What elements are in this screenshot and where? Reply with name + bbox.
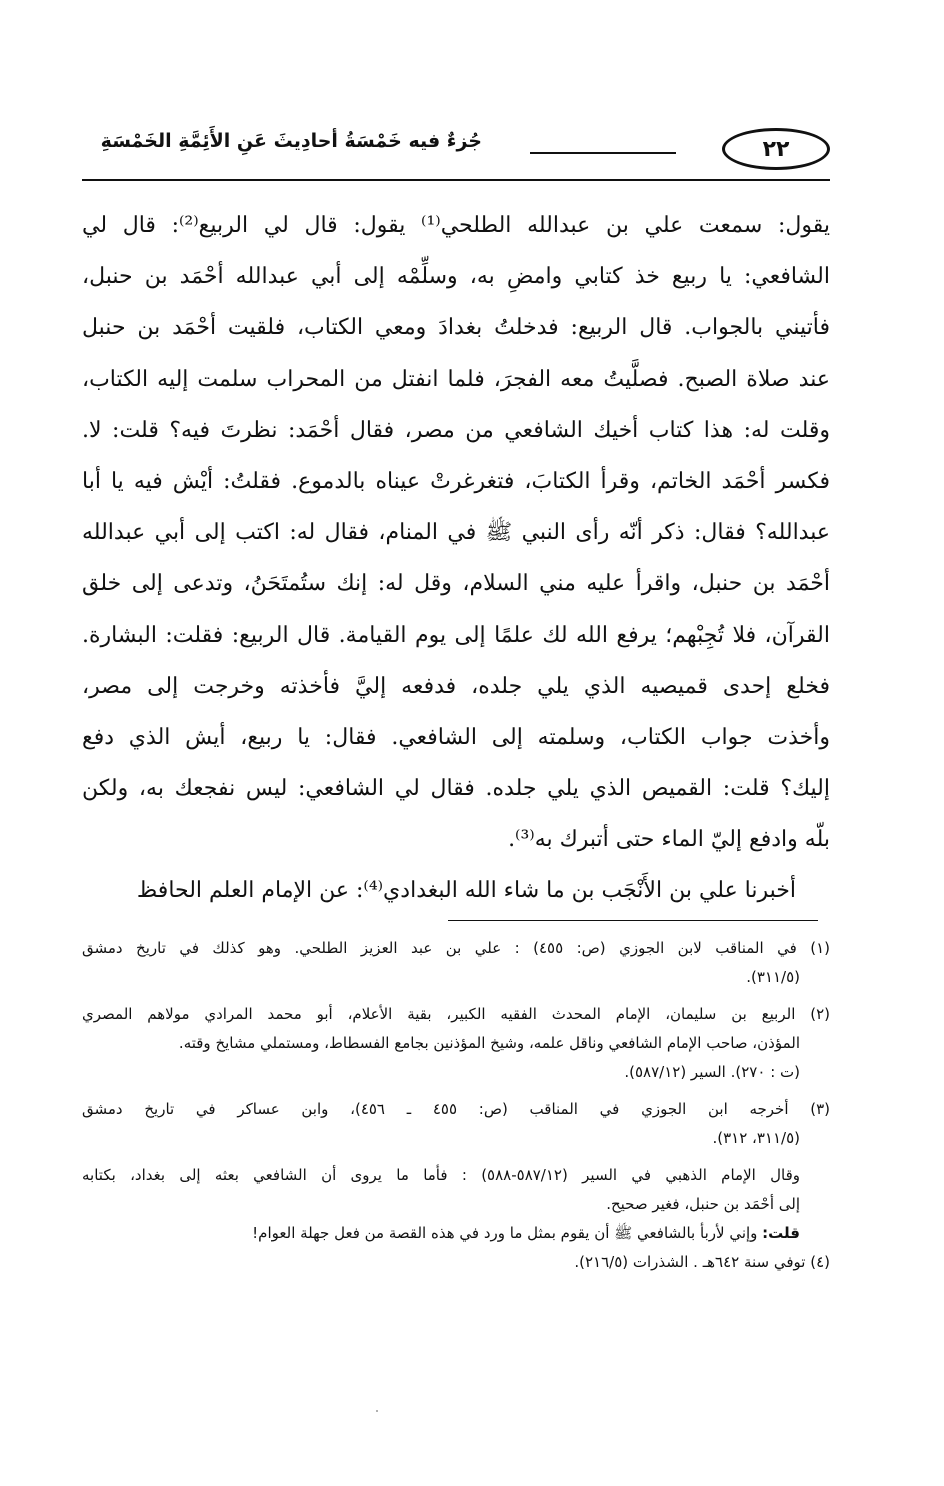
footnote-line: (١) في المناقب لابن الجوزي (ص: ٤٥٥) : علي بن عبد العزيز الطلحي. وهو كذلك في تاريخ دمشق: [82, 939, 830, 957]
body-line: فكسر أحْمَد الخاتم، وقرأ الكتابَ، فتغرغرتْ عيناه بالدموع. فقلتُ: أيْش فيه يا أبا: [82, 468, 830, 494]
footnote-1: [82, 934, 830, 992]
header-rule: [82, 179, 830, 181]
body-line: أحْمَد بن حنبل، واقرأ عليه مني السلام، وقل له: إنك ستُمتَحَنُ، وتدعى إلى خلق: [82, 571, 830, 597]
footnotes: [82, 934, 830, 1277]
footnote-note-text: وإني لأربأ بالشافعي ﷺ أن يقوم بمثل ما ورد في هذه القصة من فعل جهلة العوام!: [252, 1224, 763, 1242]
body-text: [82, 200, 830, 917]
body-line: إليك؟ قلت: القميص الذي يلي جلده. فقال لي الشافعي: ليس نفجعك به، ولكن: [82, 776, 830, 802]
body-line: بلّه وادفع إليّ الماء حتى أتبرك به⁽³⁾.: [508, 827, 830, 853]
footnote-note-lead: قلت:: [762, 1224, 800, 1242]
footnote-line: [82, 1219, 830, 1248]
footnote-3: [82, 1095, 830, 1153]
body-line: عند صلاة الصبح. فصلَّيتُ معه الفجرَ، فلما انفتل من المحراب سلمت إليه الكتاب،: [82, 366, 830, 392]
footnote-line: (ت : ٢٧٠). السير (٥٨٧/١٢).: [624, 1063, 800, 1081]
body-line: أخبرنا علي بن الأَنْجَب بن ما شاء الله البغدادي⁽⁴⁾: عن الإمام العلم الحافظ: [136, 878, 796, 904]
page-number: ٢٢: [722, 128, 830, 170]
header-dash: [530, 152, 676, 154]
footnote-4: [82, 1248, 830, 1277]
footnote-separator: [448, 920, 818, 921]
footnote-3-quote: [82, 1161, 830, 1248]
running-header: [82, 118, 830, 182]
book-title: جُزءٌ فيه خَمْسَةُ أحادِيثَ عَنِ الأَئِمَّةِ الخَمْسَةِ: [100, 130, 482, 152]
scan-speck: [376, 1410, 378, 1412]
footnote-2: [82, 1000, 830, 1087]
body-line: فأتيني بالجواب. قال الربيع: فدخلتُ بغدادَ ومعي الكتاب، فلقيت أحْمَد بن حنبل: [82, 315, 830, 341]
footnote-line: إلى أحْمَد بن حنبل، فغير صحيح.: [606, 1195, 800, 1213]
body-line: فخلع إحدى قميصيه الذي يلي جلده، فدفعه إليَّ فأخذته وخرجت إلى مصر،: [82, 673, 830, 699]
body-line: وقلت له: هذا كتاب أخيك الشافعي من مصر، فقال أحْمَد: نظرتَ فيه؟ قلت: لا.: [82, 417, 830, 443]
body-line: القرآن، فلا تُجِبْهم؛ يرفع الله لك علمًا إلى يوم القيامة. قال الربيع: فقلت: البشارة.: [82, 622, 830, 648]
body-line: عبدالله؟ فقال: ذكر أنّه رأى النبي ﷺ في المنام، فقال له: اكتب إلى أبي عبدالله: [82, 520, 830, 546]
footnote-line: (٢) الربيع بن سليمان، الإمام المحدث الفقيه الكبير، بقية الأعلام، أبو محمد المرادي مولاهم المصري: [82, 1005, 830, 1023]
footnote-line: المؤذن، صاحب الإمام الشافعي وناقل علمه، وشيخ المؤذنين بجامع الفسطاط، ومستملي مشايخ وقته.: [178, 1034, 800, 1052]
footnote-line: (٣) أخرجه ابن الجوزي في المناقب (ص: ٤٥٥ ـ ٤٥٦)، وابن عساكر في تاريخ دمشق: [82, 1100, 830, 1118]
footnote-line: وقال الإمام الذهبي في السير (٥٨٧/١٢-٥٨٨) : فأما ما يروى أن الشافعي بعثه إلى بغداد، بكتابه: [82, 1166, 800, 1184]
body-line: الشافعي: يا ربيع خذ كتابي وامضِ به، وسلِّمْه إلى أبي عبدالله أحْمَد بن حنبل،: [82, 264, 830, 290]
body-line: وأخذت جواب الكتاب، وسلمته إلى الشافعي. فقال: يا ربيع، أيش الذي دفع: [82, 724, 830, 750]
footnote-line: (٣١١/٥، ٣١٢).: [712, 1129, 800, 1147]
footnote-line: (٣١١/٥).: [746, 968, 800, 986]
footnote-line: (٤) توفي سنة ٦٤٢هـ . الشذرات (٢١٦/٥).: [574, 1253, 830, 1271]
body-line: يقول: سمعت علي بن عبدالله الطلحي⁽¹⁾ يقول: قال لي الربيع⁽²⁾: قال لي: [82, 213, 830, 238]
